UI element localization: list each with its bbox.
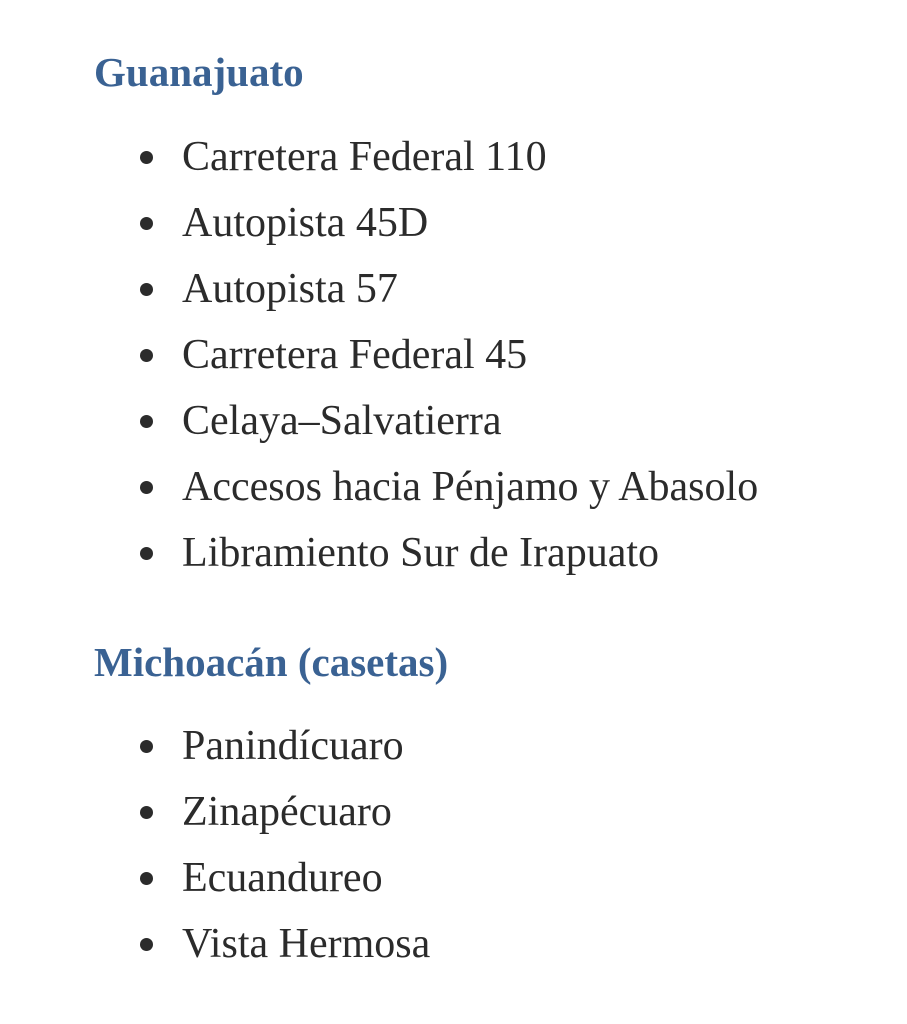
list-item-label: Panindícuaro	[182, 723, 404, 769]
bullet-icon	[140, 740, 153, 753]
list-item	[0, 397, 758, 463]
list-item-label: Accesos hacia Pénjamo y Abasolo	[182, 464, 759, 510]
list-item-label: Ecuandureo	[182, 855, 383, 901]
road-list-guanajuato	[0, 133, 758, 595]
list-item-label: Celaya–Salvatierra	[182, 398, 502, 444]
list-item	[0, 463, 758, 529]
road-list-michoacan	[0, 722, 430, 986]
bullet-icon	[140, 415, 153, 428]
list-item-label: Libramiento Sur de Irapuato	[182, 530, 660, 576]
section-title-michoacan: Michoacán (casetas)	[94, 639, 449, 685]
list-item-label: Autopista 45D	[182, 200, 429, 246]
list-item-label: Autopista 57	[182, 266, 398, 312]
bullet-icon	[140, 151, 153, 164]
list-item-label: Vista Hermosa	[182, 921, 431, 967]
section-title-guanajuato: Guanajuato	[94, 49, 304, 95]
bullet-icon	[140, 806, 153, 819]
list-item-label: Carretera Federal 110	[182, 134, 547, 180]
list-item	[0, 265, 758, 331]
bullet-icon	[140, 481, 153, 494]
bullet-icon	[140, 217, 153, 230]
list-item	[0, 722, 430, 788]
bullet-icon	[140, 349, 153, 362]
list-item	[0, 920, 430, 986]
list-item	[0, 854, 430, 920]
list-item	[0, 331, 758, 397]
list-item	[0, 199, 758, 265]
bullet-icon	[140, 938, 153, 951]
bullet-icon	[140, 547, 153, 560]
bullet-icon	[140, 872, 153, 885]
list-item-label: Zinapécuaro	[182, 789, 392, 835]
list-item-label: Carretera Federal 45	[182, 332, 528, 378]
bullet-icon	[140, 283, 153, 296]
list-item	[0, 529, 758, 595]
list-item	[0, 788, 430, 854]
list-item	[0, 133, 758, 199]
